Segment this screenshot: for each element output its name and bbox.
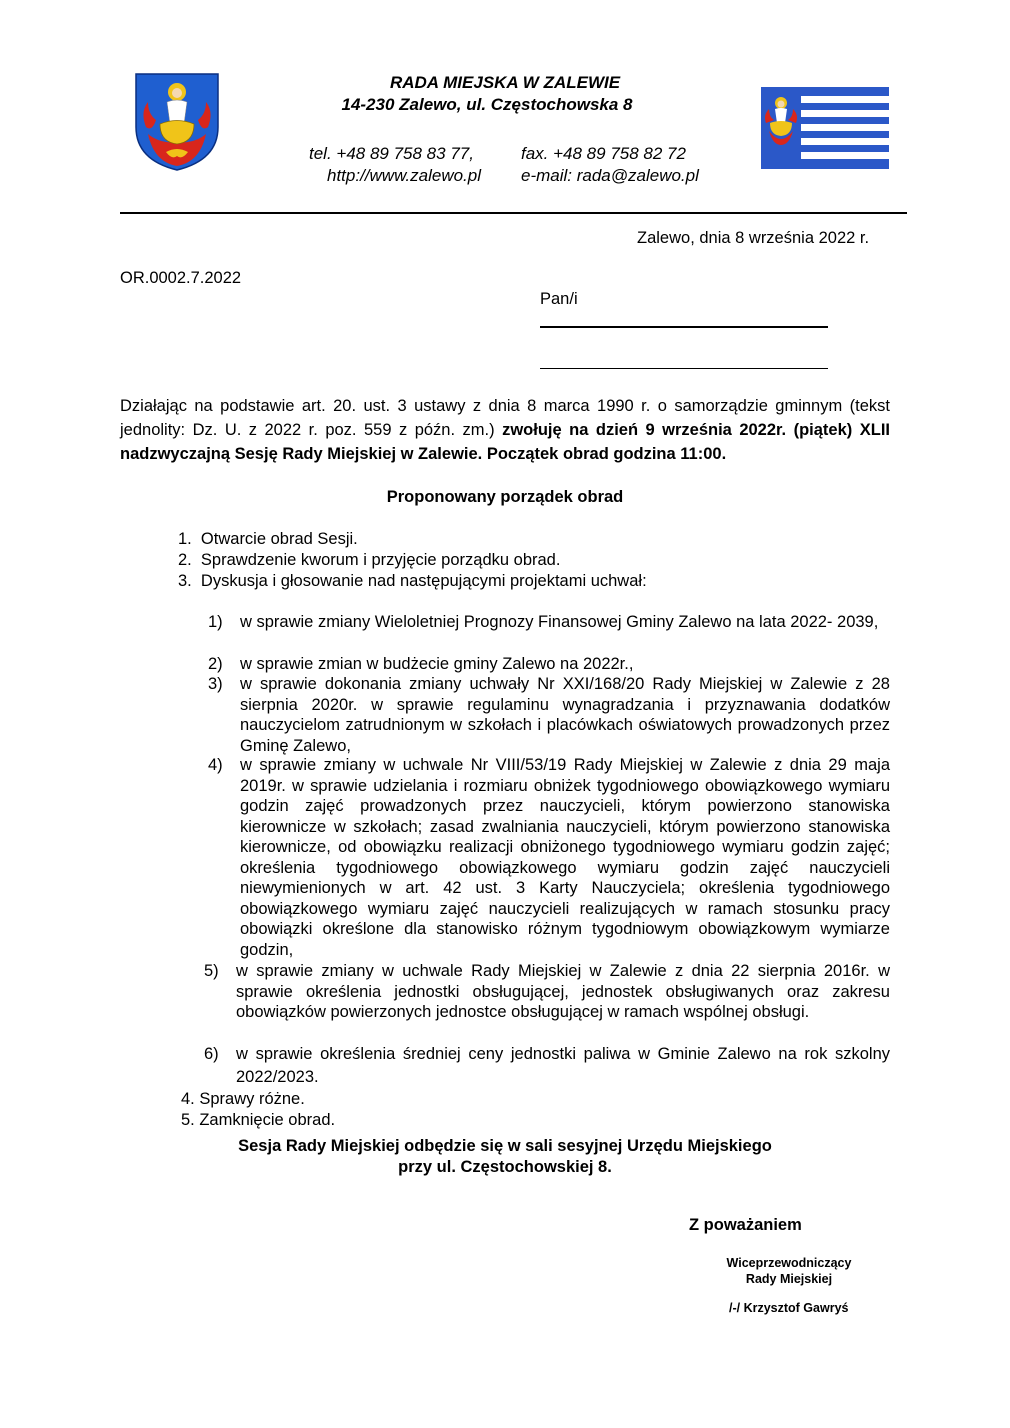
agenda-tail	[181, 1089, 335, 1131]
sub-item-number: 5)	[204, 962, 219, 980]
coat-of-arms-icon	[134, 72, 220, 172]
intro-paragraph	[120, 394, 890, 466]
sub-item-number: 1)	[208, 613, 223, 631]
sub-item-number: 4)	[208, 756, 223, 774]
signature: /-/ Krzysztof Gawryś	[729, 1301, 849, 1315]
sub-item	[208, 654, 890, 675]
session-location	[120, 1136, 890, 1178]
sub-item-text: w sprawie dokonania zmiany uchwały Nr XXI/168/20 Rady Miejskiej w Zalewie z 28 sierpnia 2020r. w sprawie regulaminu wynagradzania i przyznawania dodatków nauczycielom zatrudnionym w szkołach i placówkach oświatowych prowadzonych przez Gminę Zalewo,	[240, 675, 890, 755]
intro-text: Działając na podstawie art. 20. ust. 3 ustawy z dnia 8 marca 1990 r. o samorządzie gminnym (tekst jednolity: Dz. U. z 2022 r. poz. 559 z późn. zm.)	[120, 397, 890, 439]
sub-item	[204, 961, 890, 1023]
agenda-item: 5. Zamknięcie obrad.	[181, 1111, 336, 1129]
sub-item	[208, 755, 890, 960]
council-name: RADA MIEJSKA W ZALEWIE	[389, 73, 621, 92]
council-address: 14-230 Zalewo, ul. Częstochowska 8	[341, 95, 633, 114]
phone: tel. +48 89 758 83 77,	[309, 144, 474, 163]
agenda-item: 4. Sprawy różne.	[181, 1090, 305, 1108]
regards: Z poważaniem	[689, 1216, 802, 1234]
email-link[interactable]: e-mail: rada@zalewo.pl	[521, 166, 699, 185]
place-date: Zalewo, dnia 8 września 2022 r.	[637, 229, 870, 247]
website-link[interactable]: http://www.zalewo.pl	[327, 166, 482, 185]
recipient-line-1	[540, 326, 828, 328]
agenda-item: 2. Sprawdzenie kworum i przyjęcie porządku obrad.	[178, 551, 561, 569]
signatory-role	[712, 1255, 866, 1287]
agenda-heading: Proponowany porządek obrad	[386, 488, 624, 506]
sub-item-text: w sprawie zmiany w uchwale Nr VIII/53/19 Rady Miejskiej w Zalewie z dnia 29 maja 2019r. w sprawie udzielania i rozmiaru obniżek tygodniowego obowiązkowego wymiaru godzin zajęć prowadzonych przez nauczycieli, którym powierzono stanowiska kierownicze w szkołach; zasad zwalniania nauczycieli, którym powierzono stanowiska kierownicze, od obowiązku realizacji obniżonego tygodniowego wymiaru godzin zajęć; określenia tygodniowego obowiązkowego wymiaru godzin zajęć nauczycieli niewymienionych w art. 42 ust. 3 Karty Nauczyciela; określenia tygodniowego obowiązkowego wymiaru zajęć nauczycieli realizujących w ramach stosunku pracy obowiązki określone dla stanowisko różnym tygodniowym obowiązkowym wymiarze godzin,	[240, 756, 890, 959]
agenda-item: 1. Otwarcie obrad Sesji.	[178, 530, 358, 548]
sub-item-text: w sprawie zmiany Wieloletniej Prognozy Finansowej Gminy Zalewo na lata 2022- 2039,	[240, 613, 879, 631]
sub-item-number: 6)	[204, 1045, 219, 1063]
sub-item-number: 2)	[208, 655, 223, 673]
sub-item-text: w sprawie zmian w budżecie gminy Zalewo na 2022r.,	[240, 655, 634, 673]
agenda-item: 3. Dyskusja i głosowanie nad następującymi projektami uchwał:	[178, 572, 647, 590]
flag-icon	[761, 87, 889, 169]
sub-item-text: w sprawie zmiany w uchwale Rady Miejskiej w Zalewie z dnia 22 sierpnia 2016r. w sprawie określenia jednostki obsługującej, jednostek obsługiwanych oraz zakresu obowiązków powierzonych jednostce obsługującej w ramach wspólnej obsługi.	[236, 962, 890, 1021]
sub-item-text: w sprawie określenia średniej ceny jednostki paliwa w Gminie Zalewo na rok szkolny 2022/2023.	[236, 1045, 890, 1086]
header-divider	[120, 212, 907, 214]
recipient-line-2	[540, 368, 828, 369]
letterhead	[280, 72, 700, 116]
signatory-role-line1: Wiceprzewodniczący	[726, 1256, 852, 1270]
reference-number: OR.0002.7.2022	[120, 269, 242, 287]
sub-item	[204, 1043, 890, 1089]
session-location-line2: przy ul. Częstochowskiej 8.	[398, 1158, 612, 1176]
sub-item	[208, 674, 890, 756]
recipient-label: Pan/i	[540, 290, 578, 308]
fax: fax. +48 89 758 82 72	[521, 144, 686, 163]
sub-item-number: 3)	[208, 675, 223, 693]
sub-item	[208, 612, 890, 633]
session-location-line1: Sesja Rady Miejskiej odbędzie się w sali sesyjnej Urzędu Miejskiego	[238, 1137, 772, 1155]
intro-bold: zwołuję na dzień 9 września 2022r. (piątek) XLII nadzwyczajną Sesję Rady Miejskiej w Zalewie. Początek obrad godzina 11:00.	[120, 421, 890, 463]
agenda-list	[178, 529, 647, 592]
signatory-role-line2: Rady Miejskiej	[745, 1272, 833, 1286]
